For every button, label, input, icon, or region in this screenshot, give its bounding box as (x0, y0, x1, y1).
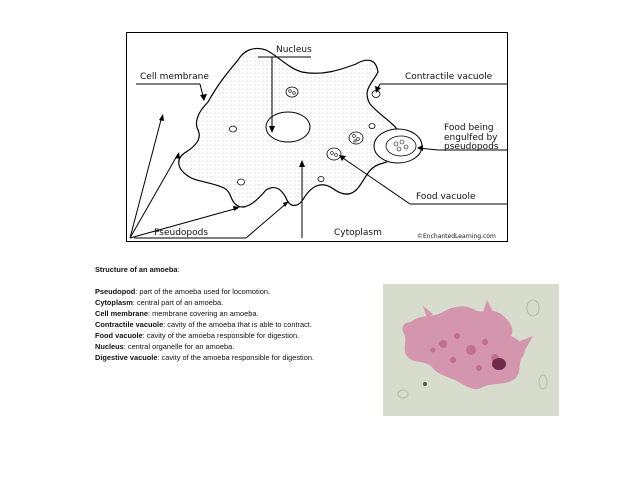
food-vacuole-top (286, 87, 298, 97)
label-food-engulfed-3: pseudopods (444, 142, 499, 152)
caption (95, 264, 385, 363)
caption-text: : cavity of the amoeba responsible for digestion. (157, 353, 314, 362)
amoeba-diagram (126, 32, 508, 242)
food-vacuole-mid (349, 132, 363, 144)
caption-heading (95, 264, 385, 275)
caption-heading-bold: Structure of an amoeba (95, 265, 178, 274)
caption-text: : central organelle for an amoeba. (123, 342, 235, 351)
vacuole-small (230, 126, 237, 132)
vacuole-small (318, 177, 324, 182)
caption-term: Contractile vacuole (95, 320, 164, 329)
caption-term: Digestive vacuole (95, 353, 158, 362)
amoeba-micrograph (383, 284, 559, 416)
caption-term: Cell membrane (95, 309, 148, 318)
caption-term: Nucleus (95, 342, 124, 351)
label-food-engulfed-2: engulfed by (444, 133, 498, 143)
caption-text: : cavity of the amoeba that is able to contract. (163, 320, 312, 329)
label-food-engulfed-1: Food being (444, 123, 494, 133)
label-credit: ©EnchantedLearning.com (417, 233, 496, 240)
engulfed-food (374, 129, 422, 163)
label-cell-membrane: Cell membrane (140, 72, 209, 82)
caption-item (95, 352, 385, 363)
caption-item (95, 330, 385, 341)
caption-text: : part of the amoeba used for locomotion. (135, 287, 271, 296)
caption-term: Pseudopod (95, 287, 136, 296)
caption-item (95, 297, 385, 308)
label-food-vacuole: Food vacuole (416, 192, 476, 202)
caption-heading-rest: : (177, 265, 180, 274)
caption-text: : membrane covering an amoeba. (148, 309, 259, 318)
food-vacuole-low (327, 148, 341, 160)
label-pseudopods: Pseudopods (154, 228, 209, 238)
vacuole-small (238, 179, 245, 185)
caption-term: Food vacuole (95, 331, 143, 340)
caption-item (95, 319, 385, 330)
label-contractile-vacuole: Contractile vacuole (405, 72, 493, 82)
caption-text: : cavity of the amoeba responsible for digestion. (142, 331, 300, 340)
caption-item (95, 341, 385, 352)
caption-term: Cytoplasm (95, 298, 133, 307)
label-cytoplasm: Cytoplasm (334, 228, 382, 238)
label-nucleus: Nucleus (276, 45, 312, 55)
caption-item (95, 286, 385, 297)
vacuole-small (369, 124, 375, 129)
caption-text: : central part of an amoeba. (132, 298, 224, 307)
caption-item (95, 308, 385, 319)
